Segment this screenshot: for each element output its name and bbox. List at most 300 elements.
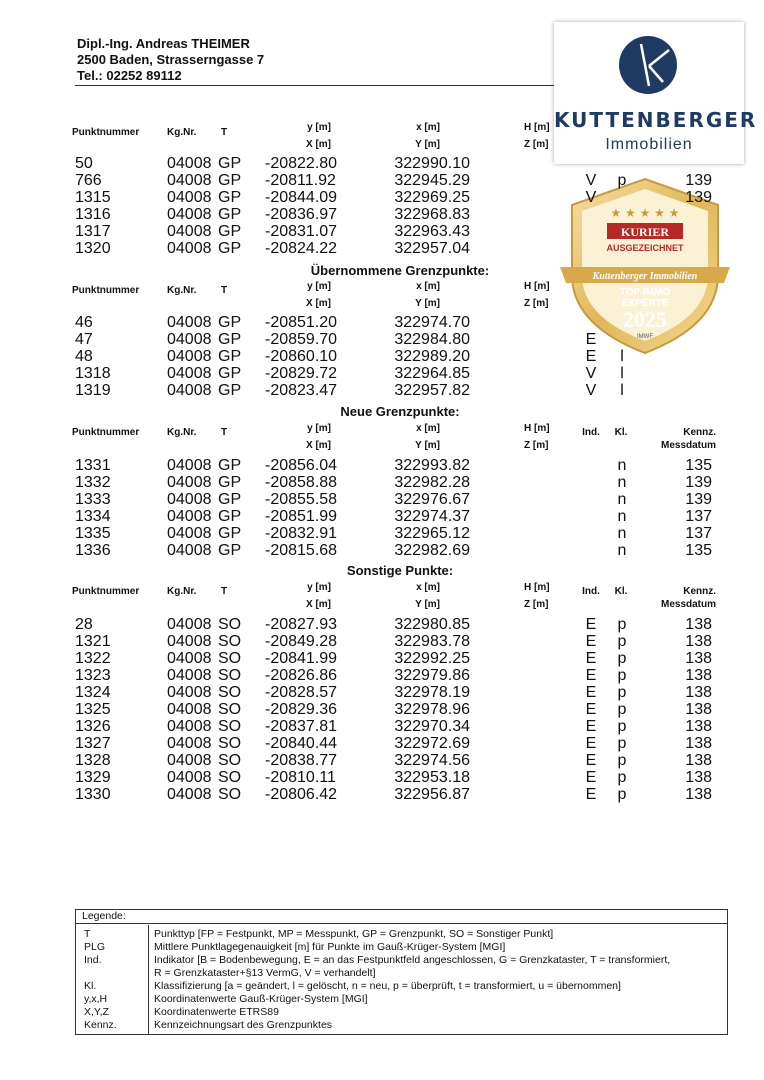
cell-kl: n [617, 508, 627, 525]
cell-punktnummer: 1335 [75, 525, 111, 542]
cell-punktnummer: 1322 [75, 650, 111, 667]
col-t: T [221, 586, 228, 597]
col-Y: Y [m] [415, 440, 440, 451]
cell-x-coord: 322964.85 [394, 365, 470, 382]
cell-kgnr: 04008 [167, 752, 212, 769]
cell-punktnummer: 1318 [75, 365, 111, 382]
cell-y-coord: -20858.88 [265, 474, 338, 491]
col-Y: Y [m] [415, 298, 440, 309]
cell-kennz: 138 [685, 752, 712, 769]
table-row [0, 508, 764, 525]
cell-kgnr: 04008 [167, 491, 212, 508]
table-row [0, 650, 764, 667]
cell-kl: n [617, 525, 627, 542]
cell-punktnummer: 1326 [75, 718, 111, 735]
cell-punktnummer: 1316 [75, 206, 111, 223]
cell-kgnr: 04008 [167, 457, 212, 474]
cell-typ: SO [218, 633, 242, 650]
legend-value: Punkttyp [FP = Festpunkt, MP = Messpunkt, GP = Grenzpunkt, SO = Sonstiger Punkt] [154, 928, 554, 940]
cell-kl: p [617, 172, 627, 189]
badge-top2: AUSGEZEICHNET [606, 243, 684, 253]
cell-kgnr: 04008 [167, 314, 212, 331]
cell-kl: l [620, 348, 624, 365]
cell-kl: p [617, 667, 627, 684]
cell-kgnr: 04008 [167, 348, 212, 365]
cell-y-coord: -20841.99 [265, 650, 338, 667]
cell-kl: p [617, 701, 627, 718]
cell-y-coord: -20828.57 [265, 684, 338, 701]
cell-y-coord: -20824.22 [265, 240, 338, 257]
table-row [0, 542, 764, 559]
table-row [0, 525, 764, 542]
cell-kennz: 137 [685, 525, 712, 542]
cell-punktnummer: 1320 [75, 240, 111, 257]
cell-kl: p [617, 684, 627, 701]
cell-y-coord: -20815.68 [265, 542, 338, 559]
table-row [0, 718, 764, 735]
cell-kennz: 138 [685, 633, 712, 650]
cell-y-coord: -20844.09 [265, 189, 338, 206]
legend-key: y,x,H [84, 993, 108, 1005]
table-row [0, 769, 764, 786]
surveyor-header [77, 36, 264, 84]
cell-kl: n [617, 474, 627, 491]
cell-ind: E [585, 348, 597, 365]
cell-kennz: 135 [685, 542, 712, 559]
cell-ind: E [585, 786, 597, 803]
cell-kgnr: 04008 [167, 667, 212, 684]
cell-typ: SO [218, 718, 242, 735]
col-x: x [m] [416, 423, 440, 434]
cell-punktnummer: 1331 [75, 457, 111, 474]
cell-y-coord: -20811.92 [265, 172, 336, 189]
logo-brand: KUTTENBERGER [554, 108, 758, 132]
table-row [0, 382, 764, 399]
cell-kgnr: 04008 [167, 769, 212, 786]
cell-x-coord: 322982.69 [394, 542, 470, 559]
cell-x-coord: 322957.04 [394, 240, 470, 257]
cell-kennz: 137 [685, 508, 712, 525]
table-row [0, 786, 764, 803]
legend-value: Mittlere Punktlagegenauigkeit [m] für Punkte im Gauß-Krüger-System [MGI] [154, 941, 506, 953]
cell-punktnummer: 1332 [75, 474, 111, 491]
col-t: T [221, 127, 228, 138]
cell-typ: GP [218, 314, 242, 331]
table-header-row-2 [0, 440, 764, 454]
cell-y-coord: -20859.70 [265, 331, 338, 348]
cell-y-coord: -20810.11 [265, 769, 336, 786]
cell-kl: n [617, 457, 627, 474]
cell-kgnr: 04008 [167, 616, 212, 633]
cell-x-coord: 322972.69 [394, 735, 470, 752]
cell-punktnummer: 48 [75, 348, 93, 365]
cell-x-coord: 322963.43 [394, 223, 470, 240]
table-row [0, 189, 764, 206]
cell-ind: E [585, 752, 597, 769]
legend-value: R = Grenzkataster+§13 VermG, V = verhandelt] [154, 967, 376, 979]
cell-kennz: 138 [685, 735, 712, 752]
cell-kgnr: 04008 [167, 382, 212, 399]
cell-typ: SO [218, 752, 242, 769]
cell-y-coord: -20829.72 [265, 365, 338, 382]
legend-key: T [84, 928, 91, 940]
cell-punktnummer: 1336 [75, 542, 111, 559]
col-kgnr: Kg.Nr. [167, 285, 197, 296]
cell-kgnr: 04008 [167, 735, 212, 752]
cell-typ: GP [218, 189, 242, 206]
col-y: y [m] [307, 423, 331, 434]
cell-typ: SO [218, 684, 242, 701]
cell-x-coord: 322945.29 [394, 172, 470, 189]
cell-kennz: 135 [685, 457, 712, 474]
cell-typ: SO [218, 667, 242, 684]
cell-punktnummer: 46 [75, 314, 93, 331]
col-h: H [m] [524, 582, 550, 593]
cell-y-coord: -20832.91 [265, 525, 338, 542]
cell-x-coord: 322984.80 [394, 331, 470, 348]
cell-y-coord: -20827.93 [265, 616, 338, 633]
cell-kgnr: 04008 [167, 508, 212, 525]
cell-kennz: 138 [685, 701, 712, 718]
cell-kennz: 138 [685, 616, 712, 633]
col-Z: Z [m] [524, 599, 549, 610]
cell-typ: SO [218, 786, 242, 803]
cell-x-coord: 322979.86 [394, 667, 470, 684]
col-kl: Kl. [614, 427, 628, 438]
cell-x-coord: 322992.25 [394, 650, 470, 667]
surveyor-phone: Tel.: 02252 89112 [77, 68, 182, 83]
cell-typ: GP [218, 155, 242, 172]
cell-typ: SO [218, 769, 242, 786]
legend-divider [148, 925, 149, 1034]
cell-x-coord: 322953.18 [394, 769, 470, 786]
table-row [0, 172, 764, 189]
cell-kgnr: 04008 [167, 474, 212, 491]
cell-ind: V [585, 365, 597, 382]
badge-line2: EXPERTE [621, 298, 669, 309]
col-y: y [m] [307, 582, 331, 593]
legend-value: Koordinatenwerte ETRS89 [154, 1006, 279, 1018]
cell-typ: GP [218, 457, 242, 474]
cell-kl: n [617, 542, 627, 559]
cell-punktnummer: 28 [75, 616, 93, 633]
cell-y-coord: -20838.77 [265, 752, 338, 769]
legend-key: Kl. [84, 980, 97, 992]
table-row [0, 684, 764, 701]
legend-title: Legende: [76, 910, 727, 924]
table-row [0, 633, 764, 650]
cell-typ: GP [218, 491, 242, 508]
cell-y-coord: -20829.36 [265, 701, 338, 718]
svg-text:★ ★ ★ ★ ★: ★ ★ ★ ★ ★ [610, 206, 680, 220]
cell-kl: p [617, 718, 627, 735]
cell-typ: GP [218, 525, 242, 542]
cell-y-coord: -20822.80 [265, 155, 338, 172]
table-row [0, 474, 764, 491]
cell-kl: p [617, 735, 627, 752]
col-x: x [m] [416, 281, 440, 292]
col-h: H [m] [524, 122, 550, 133]
cell-x-coord: 322970.34 [394, 718, 470, 735]
cell-typ: GP [218, 172, 242, 189]
col-kgnr: Kg.Nr. [167, 586, 197, 597]
cell-y-coord: -20840.44 [265, 735, 338, 752]
cell-x-coord: 322969.25 [394, 189, 470, 206]
cell-kennz: 138 [685, 650, 712, 667]
table-header-row-2 [0, 298, 764, 312]
cell-kennz: 138 [685, 769, 712, 786]
cell-typ: GP [218, 348, 242, 365]
cell-kgnr: 04008 [167, 542, 212, 559]
cell-punktnummer: 1333 [75, 491, 111, 508]
cell-typ: GP [218, 365, 242, 382]
col-t: T [221, 285, 228, 296]
cell-x-coord: 322983.78 [394, 633, 470, 650]
cell-kl: p [617, 616, 627, 633]
cell-kgnr: 04008 [167, 155, 212, 172]
cell-x-coord: 322993.82 [394, 457, 470, 474]
cell-x-coord: 322974.56 [394, 752, 470, 769]
cell-x-coord: 322974.37 [394, 508, 470, 525]
legend-value: Indikator [B = Bodenbewegung, E = an das Festpunktfeld angeschlossen, G = Grenzkataster, T = transformiert, [154, 954, 671, 966]
cell-x-coord: 322968.83 [394, 206, 470, 223]
cell-punktnummer: 1329 [75, 769, 111, 786]
legend-key: Ind. [84, 954, 102, 966]
table-header-row-2 [0, 139, 764, 153]
cell-y-coord: -20806.42 [265, 786, 338, 803]
table-row [0, 752, 764, 769]
cell-kgnr: 04008 [167, 718, 212, 735]
cell-ind: E [585, 684, 597, 701]
cell-typ: GP [218, 206, 242, 223]
table-row [0, 348, 764, 365]
cell-kennz: 139 [685, 491, 712, 508]
cell-ind: E [585, 650, 597, 667]
cell-kl: l [620, 365, 624, 382]
table-row [0, 206, 764, 223]
cell-ind: E [585, 769, 597, 786]
cell-kgnr: 04008 [167, 223, 212, 240]
cell-y-coord: -20856.04 [265, 457, 338, 474]
cell-punktnummer: 1328 [75, 752, 111, 769]
cell-kgnr: 04008 [167, 684, 212, 701]
cell-typ: SO [218, 735, 242, 752]
col-y: y [m] [307, 122, 331, 133]
table-row [0, 223, 764, 240]
cell-y-coord: -20849.28 [265, 633, 338, 650]
cell-kl: p [617, 786, 627, 803]
cell-typ: GP [218, 382, 242, 399]
logo-emblem-icon [619, 36, 677, 94]
col-Y: Y [m] [415, 139, 440, 150]
surveyor-name: Dipl.-Ing. Andreas THEIMER [77, 36, 250, 51]
col-x: x [m] [416, 582, 440, 593]
col-X: X [m] [306, 139, 331, 150]
cell-kgnr: 04008 [167, 331, 212, 348]
table-row [0, 457, 764, 474]
cell-ind: E [585, 331, 597, 348]
cell-typ: GP [218, 508, 242, 525]
cell-typ: SO [218, 701, 242, 718]
col-Z: Z [m] [524, 440, 549, 451]
col-Y: Y [m] [415, 599, 440, 610]
cell-kennz: 139 [685, 172, 712, 189]
legend-key: X,Y,Z [84, 1006, 109, 1018]
col-messdatum: Messdatum [660, 599, 716, 610]
logo-sub: Immobilien [605, 136, 693, 153]
table-row [0, 491, 764, 508]
col-kgnr: Kg.Nr. [167, 427, 197, 438]
cell-ind: E [585, 616, 597, 633]
cell-punktnummer: 1325 [75, 701, 111, 718]
badge-top: KURIER [620, 225, 670, 239]
cell-typ: SO [218, 616, 242, 633]
col-X: X [m] [306, 440, 331, 451]
col-h: H [m] [524, 281, 550, 292]
col-kennz: Kennz. [683, 427, 716, 438]
cell-kl: p [617, 752, 627, 769]
cell-x-coord: 322978.19 [394, 684, 470, 701]
cell-punktnummer: 1321 [75, 633, 111, 650]
cell-y-coord: -20831.07 [265, 223, 338, 240]
legend-box [75, 909, 728, 1035]
badge-year: 2025 [623, 307, 667, 332]
cell-punktnummer: 50 [75, 155, 93, 172]
table-row [0, 331, 764, 348]
cell-x-coord: 322989.20 [394, 348, 470, 365]
cell-y-coord: -20851.20 [265, 314, 338, 331]
cell-x-coord: 322990.10 [394, 155, 470, 172]
cell-y-coord: -20823.47 [265, 382, 338, 399]
cell-punktnummer: 1327 [75, 735, 111, 752]
cell-x-coord: 322965.12 [394, 525, 470, 542]
cell-ind: V [585, 172, 597, 189]
col-kennz: Kennz. [683, 586, 716, 597]
cell-kl: p [617, 769, 627, 786]
cell-kgnr: 04008 [167, 650, 212, 667]
cell-y-coord: -20851.99 [265, 508, 338, 525]
col-X: X [m] [306, 599, 331, 610]
cell-ind: E [585, 633, 597, 650]
cell-kl: l [620, 382, 624, 399]
cell-punktnummer: 1319 [75, 382, 111, 399]
cell-punktnummer: 1315 [75, 189, 111, 206]
col-punktnummer: Punktnummer [72, 127, 140, 138]
legend-value: Koordinatenwerte Gauß-Krüger-System [MGI] [154, 993, 368, 1005]
cell-punktnummer: 1323 [75, 667, 111, 684]
table-header-row [0, 281, 764, 295]
cell-kennz: 139 [685, 474, 712, 491]
col-ind: Ind. [582, 427, 600, 438]
cell-punktnummer: 1330 [75, 786, 111, 803]
cell-ind: E [585, 701, 597, 718]
cell-kgnr: 04008 [167, 786, 212, 803]
cell-x-coord: 322974.70 [394, 314, 470, 331]
surveyor-address: 2500 Baden, Strasserngasse 7 [77, 52, 265, 67]
col-messdatum: Messdatum [660, 440, 716, 451]
cell-typ: GP [218, 240, 242, 257]
cell-y-coord: -20836.97 [265, 206, 338, 223]
cell-kl: n [617, 491, 627, 508]
cell-kgnr: 04008 [167, 701, 212, 718]
cell-kennz: 138 [685, 684, 712, 701]
badge-small: IMWF [637, 334, 653, 340]
col-y: y [m] [307, 281, 331, 292]
cell-ind: E [585, 718, 597, 735]
cell-punktnummer: 1317 [75, 223, 111, 240]
table-row [0, 314, 764, 331]
cell-punktnummer: 1324 [75, 684, 111, 701]
cell-typ: GP [218, 331, 242, 348]
section-title-uebernommene: Übernommene Grenzpunkte: [310, 263, 490, 278]
cell-punktnummer: 766 [75, 172, 102, 189]
cell-kgnr: 04008 [167, 206, 212, 223]
table-row [0, 735, 764, 752]
col-ind: Ind. [582, 586, 600, 597]
table-header-row-2 [0, 599, 764, 613]
cell-kgnr: 04008 [167, 172, 212, 189]
section-title-neue: Neue Grenzpunkte: [340, 404, 460, 419]
cell-typ: SO [218, 650, 242, 667]
badge-ribbon: Kuttenberger Immobilien [592, 271, 698, 282]
cell-y-coord: -20837.81 [265, 718, 338, 735]
col-punktnummer: Punktnummer [72, 285, 140, 296]
legend-value: Kennzeichnungsart des Grenzpunktes [154, 1019, 333, 1031]
cell-kennz: 139 [685, 189, 712, 206]
cell-ind: E [585, 667, 597, 684]
cell-ind: V [585, 382, 597, 399]
badge-line1: TOP IMMO [619, 287, 671, 298]
cell-kl: p [617, 650, 627, 667]
cell-x-coord: 322976.67 [394, 491, 470, 508]
cell-kgnr: 04008 [167, 525, 212, 542]
cell-ind: V [585, 189, 597, 206]
cell-punktnummer: 1334 [75, 508, 111, 525]
cell-kgnr: 04008 [167, 633, 212, 650]
table-row [0, 365, 764, 382]
cell-kennz: 138 [685, 667, 712, 684]
cell-y-coord: -20826.86 [265, 667, 338, 684]
legend-key: PLG [84, 941, 106, 953]
table-row [0, 667, 764, 684]
table-header-row [0, 423, 764, 437]
col-Z: Z [m] [524, 298, 549, 309]
cell-typ: GP [218, 474, 242, 491]
table-row [0, 240, 764, 257]
cell-punktnummer: 47 [75, 331, 93, 348]
legend-value: Klassifizierung [a = geändert, l = gelöscht, n = neu, p = überprüft, t = transformiert, u = übernommen] [154, 980, 621, 992]
cell-x-coord: 322956.87 [394, 786, 470, 803]
header-divider [75, 85, 555, 86]
cell-ind: E [585, 735, 597, 752]
cell-x-coord: 322957.82 [394, 382, 470, 399]
cell-kgnr: 04008 [167, 240, 212, 257]
col-punktnummer: Punktnummer [72, 427, 140, 438]
cell-typ: GP [218, 542, 242, 559]
cell-y-coord: -20860.10 [265, 348, 338, 365]
cell-kgnr: 04008 [167, 189, 212, 206]
cell-kgnr: 04008 [167, 365, 212, 382]
cell-kennz: 138 [685, 786, 712, 803]
table-row [0, 701, 764, 718]
col-X: X [m] [306, 298, 331, 309]
col-h: H [m] [524, 423, 550, 434]
col-Z: Z [m] [524, 139, 549, 150]
col-kgnr: Kg.Nr. [167, 127, 197, 138]
table-row [0, 616, 764, 633]
cell-x-coord: 322980.85 [394, 616, 470, 633]
cell-y-coord: -20855.58 [265, 491, 338, 508]
